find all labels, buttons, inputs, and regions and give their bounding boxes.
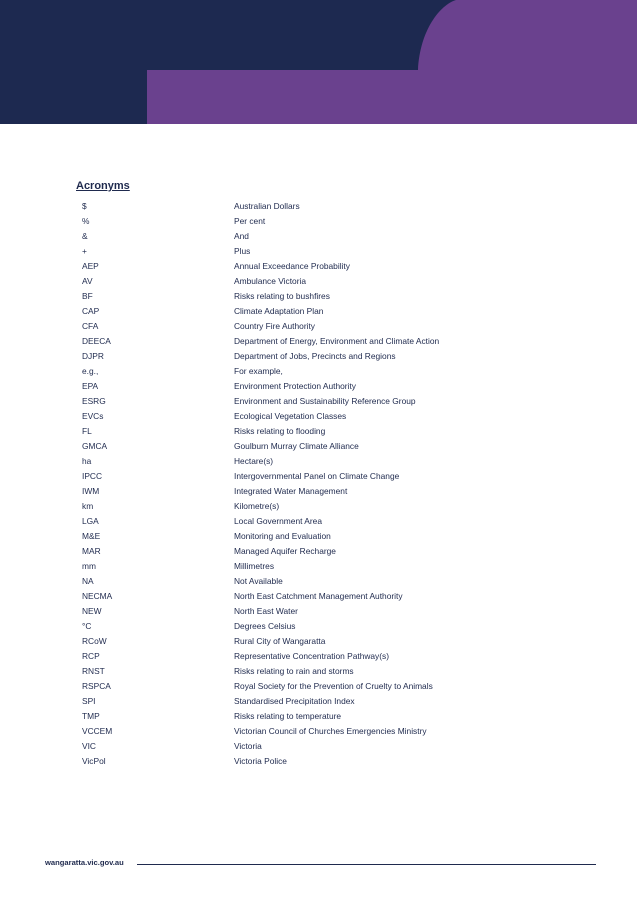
acronym-row [82,244,502,259]
acronym-row [82,544,502,559]
acronym-definition: Risks relating to temperature [234,711,342,721]
acronym-row [82,574,502,589]
acronym-row [82,514,502,529]
acronym-definition: Risks relating to flooding [234,426,326,436]
acronym-definition: Royal Society for the Prevention of Cruelty to Animals [234,681,433,691]
acronym-row [82,634,502,649]
acronyms-table [82,199,502,769]
header-banner [0,0,637,124]
acronym-row [82,289,502,304]
acronyms-heading: Acronyms [76,180,130,192]
acronym-definition: Representative Concentration Pathway(s) [234,651,390,661]
acronym-definition: North East Water [234,606,298,616]
acronym-definition: Per cent [234,216,266,226]
acronym-abbreviation: °C [82,621,92,631]
acronym-abbreviation: BF [82,291,93,301]
acronym-definition: Country Fire Authority [234,321,315,331]
acronym-abbreviation: NEW [82,606,102,616]
acronym-abbreviation: CFA [82,321,99,331]
acronym-row [82,304,502,319]
acronym-definition: Environment and Sustainability Reference Group [234,396,416,406]
acronym-definition: Victorian Council of Churches Emergencies Ministry [234,726,427,736]
acronym-abbreviation: RCoW [82,636,107,646]
acronym-definition: Annual Exceedance Probability [234,261,350,271]
acronym-abbreviation: VicPol [82,756,106,766]
acronym-row [82,604,502,619]
acronym-row [82,469,502,484]
acronym-abbreviation: NECMA [82,591,113,601]
acronym-row [82,619,502,634]
acronym-definition: Integrated Water Management [234,486,348,496]
acronym-abbreviation: FL [82,426,92,436]
acronym-definition: Ambulance Victoria [234,276,307,286]
acronym-abbreviation: EVCs [82,411,104,421]
acronym-row [82,319,502,334]
acronym-abbreviation: NA [82,576,94,586]
acronym-definition: Victoria [234,741,262,751]
acronym-definition: North East Catchment Management Authority [234,591,403,601]
acronym-abbreviation: & [82,231,88,241]
acronym-row [82,484,502,499]
acronym-definition: Victoria Police [234,756,287,766]
acronym-row [82,364,502,379]
acronym-abbreviation: AV [82,276,93,286]
acronym-definition: Rural City of Wangaratta [234,636,326,646]
acronym-abbreviation: RCP [82,651,100,661]
acronym-row [82,664,502,679]
acronym-definition: And [234,231,249,241]
acronym-row [82,529,502,544]
acronym-abbreviation: CAP [82,306,100,316]
acronym-definition: Not Available [234,576,283,586]
acronym-definition: For example, [234,366,283,376]
acronym-abbreviation: ha [82,456,92,466]
acronym-row [82,559,502,574]
acronym-row [82,379,502,394]
acronym-row [82,214,502,229]
acronym-definition: Standardised Precipitation Index [234,696,355,706]
acronym-abbreviation: AEP [82,261,99,271]
acronym-row [82,454,502,469]
acronym-definition: Hectare(s) [234,456,274,466]
acronym-row [82,694,502,709]
acronym-abbreviation: M&E [82,531,101,541]
acronym-row [82,199,502,214]
acronym-abbreviation: VCCEM [82,726,113,736]
acronym-definition: Intergovernmental Panel on Climate Change [234,471,400,481]
acronym-row [82,274,502,289]
acronym-row [82,499,502,514]
acronym-row [82,229,502,244]
acronym-abbreviation: DJPR [82,351,104,361]
acronym-definition: Degrees Celsius [234,621,296,631]
acronym-definition: Plus [234,246,251,256]
acronym-row [82,439,502,454]
acronym-definition: Risks relating to rain and storms [234,666,354,676]
acronym-abbreviation: e.g., [82,366,99,376]
acronym-row [82,679,502,694]
acronym-abbreviation: RNST [82,666,105,676]
acronym-abbreviation: GMCA [82,441,108,451]
acronym-abbreviation: TMP [82,711,100,721]
acronym-abbreviation: ESRG [82,396,106,406]
acronym-definition: Millimetres [234,561,275,571]
acronym-abbreviation: VIC [82,741,96,751]
footer-divider [137,864,596,865]
acronym-row [82,649,502,664]
acronym-abbreviation: + [82,246,87,256]
acronym-definition: Australian Dollars [234,201,300,211]
acronym-definition: Climate Adaptation Plan [234,306,324,316]
acronym-abbreviation: LGA [82,516,99,526]
acronym-row [82,259,502,274]
acronym-row [82,349,502,364]
acronym-definition: Goulburn Murray Climate Alliance [234,441,359,451]
acronym-definition: Department of Jobs, Precincts and Regions [234,351,396,361]
acronym-definition: Risks relating to bushfires [234,291,330,301]
footer-website: wangaratta.vic.gov.au [45,858,124,867]
acronym-definition: Department of Energy, Environment and Climate Action [234,336,440,346]
acronym-abbreviation: km [82,501,94,511]
acronym-row [82,589,502,604]
acronym-row [82,709,502,724]
acronym-row [82,409,502,424]
acronym-definition: Managed Aquifer Recharge [234,546,336,556]
acronym-abbreviation: IPCC [82,471,103,481]
acronym-abbreviation: EPA [82,381,99,391]
acronym-definition: Monitoring and Evaluation [234,531,331,541]
acronym-abbreviation: mm [82,561,96,571]
acronym-abbreviation: RSPCA [82,681,111,691]
acronym-abbreviation: MAR [82,546,101,556]
acronym-row [82,739,502,754]
acronym-definition: Ecological Vegetation Classes [234,411,347,421]
acronym-row [82,334,502,349]
acronym-definition: Environment Protection Authority [234,381,356,391]
acronym-abbreviation: % [82,216,90,226]
acronym-abbreviation: SPI [82,696,96,706]
acronym-row [82,754,502,769]
acronym-row [82,724,502,739]
acronym-abbreviation: DEECA [82,336,111,346]
acronym-row [82,394,502,409]
acronym-abbreviation: IWM [82,486,100,496]
acronym-definition: Kilometre(s) [234,501,280,511]
acronym-abbreviation: $ [82,201,87,211]
acronym-definition: Local Government Area [234,516,322,526]
acronym-row [82,424,502,439]
